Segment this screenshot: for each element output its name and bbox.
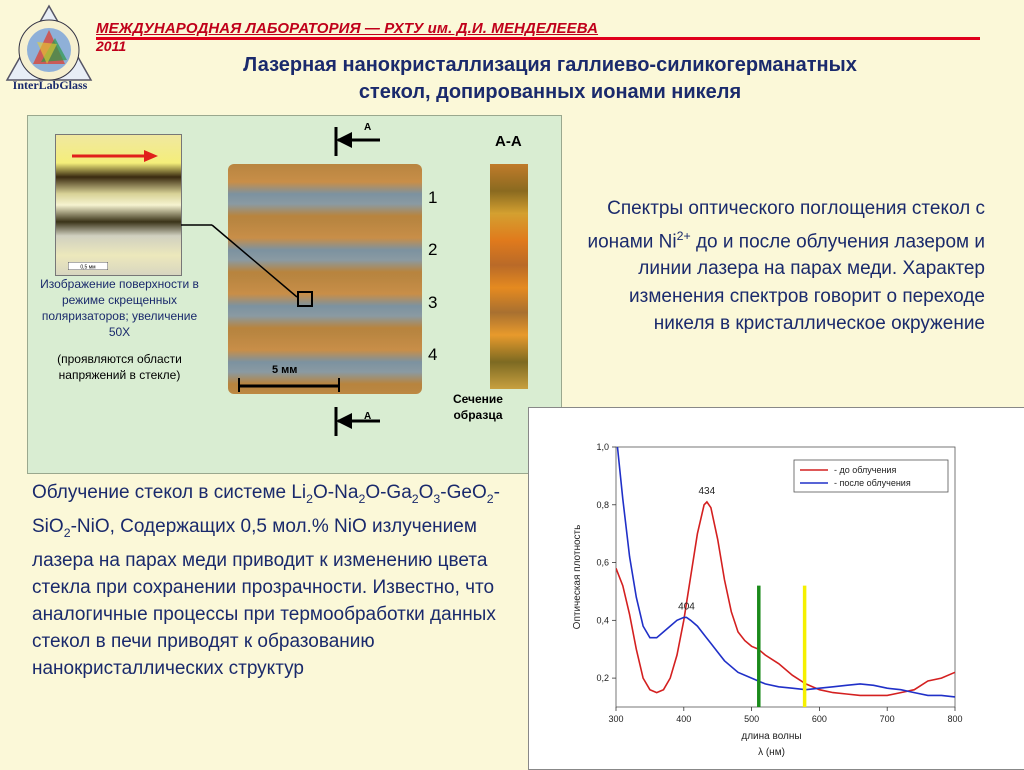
- interlabglass-logo: [3, 2, 95, 90]
- subscript: 3: [433, 491, 441, 506]
- text-fragment: O: [418, 482, 434, 503]
- text-fragment: -SiO: [32, 482, 500, 537]
- x-tick-label: 400: [676, 714, 692, 724]
- y-axis-label: Оптическая плотность: [572, 524, 583, 630]
- spectra-description-part2: до и после облучения лазером и линии лазера на парах меди. Характер изменения спектров говорит о переходе никеля в кристаллическое окружение: [629, 230, 985, 335]
- section-caption: Сечение образца: [453, 392, 503, 422]
- spectra-description-sup: 2+: [676, 228, 691, 243]
- inset-location-marker: [297, 291, 313, 307]
- lab-title: МЕЖДУНАРОДНАЯ ЛАБОРАТОРИЯ — РХТУ им. Д.И. МЕНДЕЛЕЕВА: [96, 20, 599, 37]
- absorption-chart: [528, 407, 1024, 768]
- x-axis-unit-label: λ (нм): [758, 747, 785, 758]
- sample-cross-section-image: [490, 164, 528, 389]
- section-title: А-А: [495, 133, 522, 150]
- x-tick-label: 700: [879, 714, 895, 724]
- peak-label: 434: [698, 485, 716, 497]
- y-tick-label: 0,4: [596, 615, 609, 626]
- logo-text: InterLabGlass: [12, 78, 88, 92]
- line-number-2: 2: [428, 240, 438, 259]
- peak-label: 404: [678, 601, 695, 613]
- x-tick-label: 800: [947, 714, 963, 724]
- slide-title-line2: стекол, допированных ионами никеля: [358, 81, 742, 103]
- spectra-description: [580, 195, 985, 338]
- y-tick-label: 0,2: [596, 673, 609, 684]
- x-tick-label: 300: [608, 714, 624, 724]
- stress-note: (проявляются области напряжений в стекле): [57, 352, 182, 382]
- slide-title-line1: Лазерная нанокристаллизация галлиево-силикогерманатных: [243, 54, 857, 76]
- subscript: 2: [63, 525, 71, 540]
- text-fragment: O-Na: [313, 482, 359, 503]
- subscript: 2: [306, 491, 314, 506]
- inset-scale-label: 0,5 мм: [80, 264, 96, 270]
- text-fragment: O-Ga: [365, 482, 412, 503]
- inset-scale-bar: [68, 262, 108, 270]
- inset-caption: Изображение поверхности в режиме скрещенных поляризаторов; увеличение 50X: [40, 277, 199, 339]
- irradiated-sample-image: [228, 164, 422, 394]
- section-arrow-top-label: А: [364, 122, 372, 133]
- x-tick-label: 600: [811, 714, 827, 724]
- scale-label: 5 мм: [272, 364, 298, 376]
- y-tick-label: 0,8: [596, 499, 609, 510]
- legend-label: - после облучения: [834, 478, 911, 488]
- series-line: [616, 502, 955, 696]
- lab-year: 2011: [96, 38, 127, 54]
- y-tick-label: 0,6: [596, 557, 609, 568]
- line-number-4: 4: [428, 345, 438, 364]
- subscript: 2: [486, 491, 494, 506]
- text-fragment: Облучение стекол в системе Li: [32, 482, 307, 503]
- direction-arrow-icon: [72, 150, 158, 162]
- x-axis-label: длина волны: [741, 731, 802, 742]
- spectra-description-part1: Спектры оптического поглощения стекол с ионами Ni: [587, 198, 985, 252]
- slide-title: [120, 52, 980, 106]
- irradiation-description: [32, 479, 512, 682]
- header-red-rule: [96, 37, 980, 40]
- subscript: 2: [358, 491, 366, 506]
- x-tick-label: 500: [744, 714, 760, 724]
- text-fragment: -NiO, Содержащих 0,5 мол.% NiO излучением лазера на парах меди приводит к изменению цвета стекла при сохранении прозрачности. Известно, что аналогичные процессы при термообработки данных стекол в печи приводят к образованию нанокристаллических структур: [32, 515, 496, 679]
- subscript: 2: [411, 491, 419, 506]
- line-number-1: 1: [428, 188, 438, 207]
- line-number-3: 3: [428, 293, 438, 312]
- y-tick-label: 1,0: [596, 442, 609, 452]
- section-arrow-bottom-label: А: [364, 411, 372, 422]
- text-fragment: -GeO: [440, 482, 487, 503]
- legend-label: - до облучения: [834, 465, 897, 475]
